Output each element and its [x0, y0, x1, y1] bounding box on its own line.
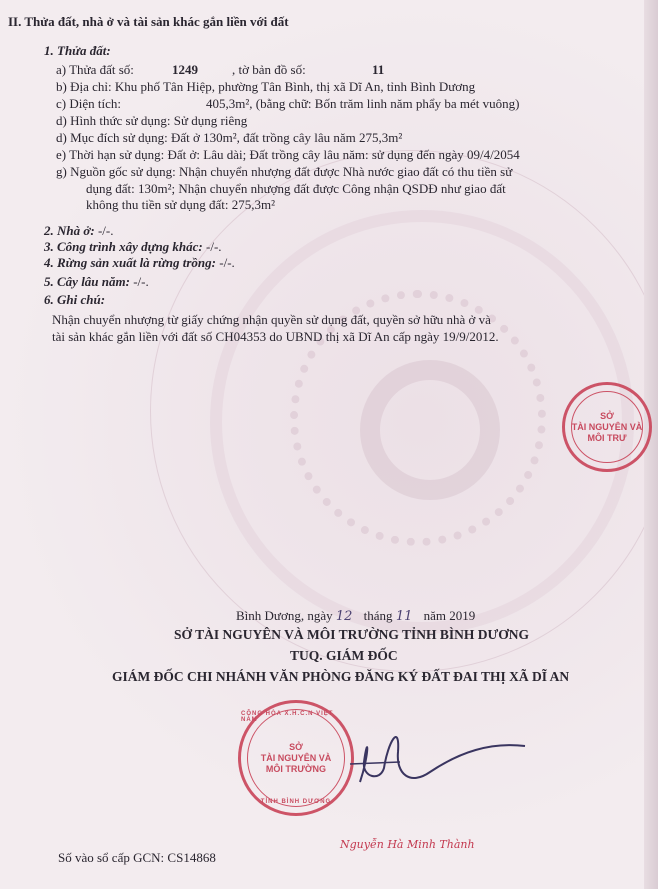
- section-title: II. Thửa đất, nhà ở và tài sản khác gắn liền với đất: [8, 14, 289, 29]
- notes-heading: 6. Ghi chú:: [44, 292, 106, 307]
- usage-purpose: d) Mục đích sử dụng: Đất ở 130m², đất trồng cây lâu năm 275,3m²: [56, 130, 403, 145]
- usage-origin: g) Nguồn gốc sử dụng: Nhận chuyển nhượng đất được Nhà nước giao đất có thu tiền sử: [56, 164, 513, 179]
- map-sheet-label: , tờ bản đồ số:: [232, 62, 306, 77]
- watermark-ring: [360, 360, 500, 500]
- area-value: 405,3m², (bằng chữ: Bốn trăm linh năm phẩy ba mét vuông): [206, 96, 520, 111]
- seal-line: MÔI TRƯ: [587, 432, 627, 443]
- seal-line: SỞ: [289, 741, 303, 752]
- address-line: b) Địa chỉ: Khu phố Tân Hiệp, phường Tân Bình, thị xã Dĩ An, tỉnh Bình Dương: [56, 79, 476, 94]
- usage-term: e) Thời hạn sử dụng: Đất ở: Lâu dài; Đất trồng cây lâu năm: sử dụng đến ngày 09/4/2054: [56, 147, 520, 162]
- house-item: 2. Nhà ở: -/-.: [44, 223, 114, 238]
- other-construction-item: 3. Công trình xây dựng khác: -/-.: [44, 239, 222, 254]
- official-seal: [238, 700, 354, 816]
- issue-date: Bình Dương, ngày 12 tháng 11 năm 2019: [236, 608, 476, 624]
- authority-name: SỞ TÀI NGUYÊN VÀ MÔI TRƯỜNG TỈNH BÌNH DƯƠNG: [174, 627, 530, 642]
- seal-top-text: CỘNG HÒA X.H.C.N VIỆT NAM: [241, 711, 334, 723]
- parcel-number: 1249: [172, 62, 198, 77]
- authority-tuq: TUQ. GIÁM ĐỐC: [290, 648, 398, 663]
- perennial-trees-item: 5. Cây lâu năm: -/-.: [44, 274, 149, 289]
- area-label: c) Diện tích:: [56, 96, 121, 111]
- usage-origin-cont: không thu tiền sử dụng đất: 275,3m²: [86, 197, 275, 212]
- signature-icon: [340, 712, 540, 802]
- seal-ring: [247, 709, 345, 807]
- seal-line: SỞ: [600, 410, 614, 421]
- usage-origin-cont: dụng đất: 130m²; Nhận chuyển nhượng đất được Công nhận QSDĐ như giao đất: [86, 181, 506, 196]
- seal-line: TÀI NGUYÊN VÀ: [571, 421, 643, 432]
- registry-number: Số vào sổ cấp GCN: CS14868: [58, 850, 216, 865]
- usage-form: d) Hình thức sử dụng: Sử dụng riêng: [56, 113, 248, 128]
- seal-line: MÔI TRƯỜNG: [265, 763, 327, 774]
- official-seal-small: [562, 382, 652, 472]
- seal-ring: [571, 391, 643, 463]
- map-sheet-number: 11: [372, 62, 385, 77]
- seal-line: TÀI NGUYÊN VÀ: [260, 752, 332, 763]
- land-heading: 1. Thửa đất:: [44, 43, 111, 58]
- signer-name: Nguyễn Hà Minh Thành: [340, 838, 475, 851]
- forest-item: 4. Rừng sản xuất là rừng trồng: -/-.: [44, 255, 235, 270]
- authority-title: GIÁM ĐỐC CHI NHÁNH VĂN PHÒNG ĐĂNG KÝ ĐẤT ĐAI THỊ XÃ DĨ AN: [112, 669, 570, 684]
- seal-bottom-text: TỈNH BÌNH DƯƠNG: [260, 799, 332, 805]
- parcel-number-label: a) Thửa đất số:: [56, 62, 134, 77]
- note-line: tài sản khác gắn liền với đất số CH04353 do UBND thị xã Dĩ An cấp ngày 19/9/2012.: [52, 329, 499, 344]
- note-line: Nhận chuyển nhượng từ giấy chứng nhận quyền sử dụng đất, quyền sở hữu nhà ở và: [52, 312, 491, 327]
